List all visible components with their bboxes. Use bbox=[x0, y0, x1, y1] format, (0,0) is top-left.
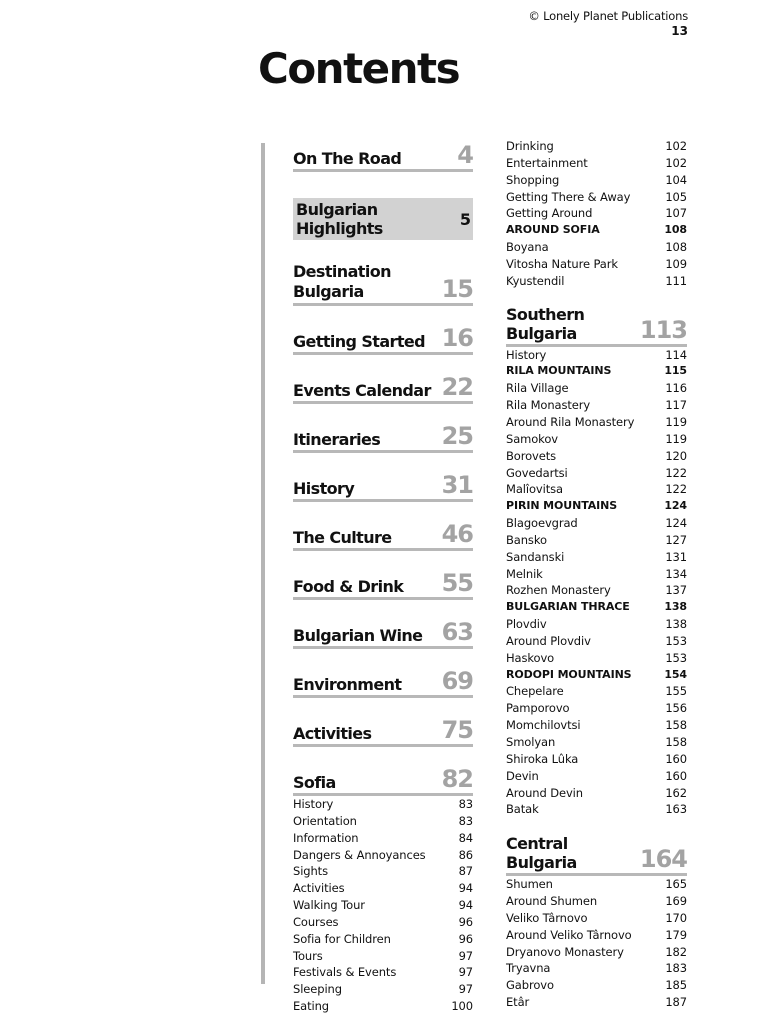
entry-label: Blagoevgrad bbox=[506, 516, 578, 531]
entry-page: 127 bbox=[665, 532, 687, 547]
entry-label: Shopping bbox=[506, 172, 560, 187]
toc-entry[interactable] bbox=[506, 189, 687, 206]
entry-page: 97 bbox=[458, 982, 473, 997]
toc-entry[interactable] bbox=[293, 981, 473, 998]
entry-label: Momchilovtsi bbox=[506, 718, 581, 733]
toc-entry[interactable] bbox=[293, 830, 473, 847]
entry-page: 109 bbox=[665, 256, 687, 271]
entry-page: 183 bbox=[665, 961, 687, 976]
entry-label: Veliko Târnovo bbox=[506, 910, 588, 925]
entry-page: 163 bbox=[665, 802, 687, 817]
toc-section-heading[interactable] bbox=[506, 363, 687, 380]
chapter-page: 113 bbox=[639, 315, 687, 344]
entry-page: 122 bbox=[665, 465, 687, 480]
entry-label: Vitosha Nature Park bbox=[506, 256, 618, 271]
chapter-title: Itineraries bbox=[293, 430, 381, 449]
entry-label: Eating bbox=[293, 999, 330, 1014]
chapter-title: Events Calendar bbox=[293, 381, 431, 400]
chapter-title: Destination Bulgaria bbox=[293, 262, 391, 301]
entry-label: Sandanski bbox=[506, 549, 565, 564]
toc-section-heading[interactable] bbox=[506, 498, 687, 515]
page-title: Contents bbox=[258, 44, 460, 93]
chapter-page: 63 bbox=[441, 618, 473, 646]
chapter-itineraries[interactable] bbox=[293, 423, 473, 453]
entry-page: 120 bbox=[665, 448, 687, 463]
entry-page: 108 bbox=[665, 240, 687, 255]
entry-label: Activities bbox=[293, 881, 345, 896]
toc-entry[interactable] bbox=[293, 796, 473, 813]
entry-page: 124 bbox=[664, 499, 687, 513]
entry-page: 158 bbox=[665, 735, 687, 749]
entry-label: History bbox=[506, 347, 547, 362]
entry-page: 160 bbox=[665, 751, 687, 766]
entry-page: 187 bbox=[665, 995, 687, 1010]
chapter-events-calendar[interactable] bbox=[293, 374, 473, 404]
entry-page: 169 bbox=[665, 894, 687, 909]
toc-entry[interactable] bbox=[506, 397, 687, 414]
entry-page: 97 bbox=[458, 948, 473, 963]
toc-entry[interactable] bbox=[293, 863, 473, 880]
toc-entry[interactable] bbox=[506, 465, 687, 482]
entry-label: Courses bbox=[293, 914, 339, 929]
chapter-getting-started[interactable] bbox=[293, 325, 473, 355]
entry-page: 182 bbox=[665, 944, 687, 959]
entry-label: Samokov bbox=[506, 431, 558, 446]
toc-entry[interactable] bbox=[506, 751, 687, 768]
entry-page: 154 bbox=[664, 667, 687, 681]
toc-entry[interactable] bbox=[506, 431, 687, 448]
entry-page: 138 bbox=[664, 600, 687, 614]
entry-label: Sleeping bbox=[293, 982, 342, 997]
toc-entry[interactable] bbox=[506, 582, 687, 599]
toc-entry[interactable] bbox=[506, 347, 687, 364]
toc-entry[interactable] bbox=[293, 813, 473, 830]
toc-entry[interactable] bbox=[506, 273, 687, 290]
toc-section-heading[interactable] bbox=[506, 222, 687, 239]
chapter-activities[interactable] bbox=[293, 717, 473, 747]
sofia-continued-list bbox=[506, 138, 687, 290]
chapter-destination-bulgaria[interactable] bbox=[293, 262, 473, 306]
entry-label: Batak bbox=[506, 802, 539, 817]
entry-label: Devin bbox=[506, 768, 539, 783]
toc-entry[interactable] bbox=[506, 927, 687, 944]
chapter-the-culture[interactable] bbox=[293, 521, 473, 551]
entry-page: 153 bbox=[665, 650, 687, 665]
entry-page: 179 bbox=[665, 927, 687, 942]
entry-label: Etâr bbox=[506, 995, 530, 1010]
entry-label: Orientation bbox=[293, 813, 357, 828]
entry-label: RODOPI MOUNTAINS bbox=[506, 667, 632, 681]
toc-entry[interactable] bbox=[506, 256, 687, 273]
chapter-title: Food & Drink bbox=[293, 577, 404, 596]
entry-label: Sofia for Children bbox=[293, 931, 391, 946]
entry-page: 134 bbox=[665, 566, 687, 581]
entry-label: Around Plovdiv bbox=[506, 633, 591, 648]
toc-entry[interactable] bbox=[506, 448, 687, 465]
entry-label: Around Shumen bbox=[506, 894, 598, 909]
entry-page: 170 bbox=[665, 910, 687, 925]
entry-page: 102 bbox=[665, 139, 687, 153]
toc-entry[interactable] bbox=[506, 616, 687, 633]
entry-label: AROUND SOFIA bbox=[506, 223, 600, 237]
chapter-on-the-road[interactable] bbox=[293, 142, 473, 172]
chapter-southern-bulgaria[interactable] bbox=[506, 305, 687, 347]
chapter-title: History bbox=[293, 479, 355, 498]
entry-page: 105 bbox=[665, 189, 687, 204]
entry-label: Boyana bbox=[506, 240, 549, 255]
entry-page: 86 bbox=[458, 847, 473, 862]
toc-entry[interactable] bbox=[506, 155, 687, 172]
entry-page: 119 bbox=[665, 431, 687, 446]
toc-section-heading[interactable] bbox=[506, 667, 687, 684]
entry-label: Gabrovo bbox=[506, 978, 554, 993]
toc-entry[interactable] bbox=[506, 172, 687, 189]
contents-column-right bbox=[506, 138, 687, 1011]
chapter-page: 22 bbox=[441, 373, 473, 401]
chapter-page: 164 bbox=[639, 845, 687, 874]
vertical-rule bbox=[261, 143, 265, 984]
toc-entry[interactable] bbox=[506, 205, 687, 222]
toc-entry[interactable] bbox=[293, 847, 473, 864]
entry-label: Tours bbox=[293, 948, 323, 963]
toc-entry[interactable] bbox=[506, 239, 687, 256]
entry-page: 162 bbox=[665, 785, 687, 800]
entry-label: Melnik bbox=[506, 566, 543, 581]
entry-page: 160 bbox=[665, 768, 687, 783]
toc-section-heading[interactable] bbox=[506, 599, 687, 616]
toc-entry[interactable] bbox=[506, 700, 687, 717]
entry-label: Drinking bbox=[506, 139, 554, 153]
entry-page: 131 bbox=[665, 549, 687, 564]
entry-label: Walking Tour bbox=[293, 898, 365, 913]
chapter-page: 55 bbox=[441, 569, 473, 597]
toc-entry[interactable] bbox=[506, 977, 687, 994]
entry-page: 155 bbox=[665, 684, 687, 699]
entry-page: 124 bbox=[665, 516, 687, 531]
entry-label: Pamporovo bbox=[506, 701, 570, 716]
entry-page: 153 bbox=[665, 633, 687, 648]
toc-entry[interactable] bbox=[506, 683, 687, 700]
entry-page: 111 bbox=[665, 273, 687, 288]
chapter-title: The Culture bbox=[293, 528, 392, 547]
entry-page: 96 bbox=[458, 914, 473, 929]
chapter-title: On The Road bbox=[293, 149, 402, 168]
entry-label: Chepelare bbox=[506, 684, 564, 699]
entry-label: Getting There & Away bbox=[506, 189, 631, 204]
entry-page: 83 bbox=[458, 813, 473, 828]
chapter-title: Sofia bbox=[293, 773, 336, 792]
entry-label: Borovets bbox=[506, 448, 557, 463]
entry-page: 102 bbox=[665, 155, 687, 170]
entry-page: 96 bbox=[458, 931, 473, 946]
entry-label: RILA MOUNTAINS bbox=[506, 364, 612, 378]
chapter-bulgarian-wine[interactable] bbox=[293, 619, 473, 649]
chapter-page: 46 bbox=[441, 520, 473, 548]
entry-page: 117 bbox=[665, 398, 687, 413]
chapter-sofia[interactable] bbox=[293, 766, 473, 796]
entry-label: Plovdiv bbox=[506, 617, 547, 632]
toc-entry[interactable] bbox=[506, 566, 687, 583]
toc-entry[interactable] bbox=[506, 944, 687, 961]
toc-entry[interactable] bbox=[506, 549, 687, 566]
toc-entry[interactable] bbox=[506, 910, 687, 927]
entry-label: Govedartsi bbox=[506, 465, 568, 480]
chapter-title: Bulgarian Highlights bbox=[296, 200, 383, 238]
southern-entries-list bbox=[506, 347, 687, 819]
toc-entry[interactable] bbox=[506, 876, 687, 893]
entry-label: Rila Monastery bbox=[506, 398, 591, 413]
entry-label: Rozhen Monastery bbox=[506, 583, 611, 598]
chapter-title: Bulgarian Wine bbox=[293, 626, 423, 645]
entry-label: Information bbox=[293, 830, 359, 845]
entry-label: Getting Around bbox=[506, 206, 593, 221]
entry-label: Around Rila Monastery bbox=[506, 414, 635, 429]
entry-page: 83 bbox=[458, 797, 473, 811]
entry-page: 97 bbox=[458, 965, 473, 980]
entry-page: 114 bbox=[665, 347, 687, 362]
chapter-page: 5 bbox=[459, 209, 470, 229]
chapter-page: 4 bbox=[457, 141, 473, 169]
entry-label: BULGARIAN THRACE bbox=[506, 600, 630, 614]
entry-page: 108 bbox=[664, 223, 687, 237]
entry-label: Shumen bbox=[506, 877, 553, 892]
chapter-title: Southern Bulgaria bbox=[506, 304, 585, 343]
chapter-food-and-drink[interactable] bbox=[293, 570, 473, 600]
entry-page: 94 bbox=[458, 898, 473, 913]
entry-page: 165 bbox=[665, 877, 687, 892]
entry-label: Shiroka Lûka bbox=[506, 751, 579, 766]
toc-entry[interactable] bbox=[506, 785, 687, 802]
entry-page: 84 bbox=[458, 830, 473, 845]
entry-label: Entertainment bbox=[506, 155, 588, 170]
chapter-page: 75 bbox=[441, 716, 473, 744]
entry-label: History bbox=[293, 797, 334, 811]
toc-entry[interactable] bbox=[506, 768, 687, 785]
entry-page: 156 bbox=[665, 701, 687, 716]
entry-page: 94 bbox=[458, 881, 473, 896]
toc-entry[interactable] bbox=[506, 650, 687, 667]
contents-column-left bbox=[293, 138, 473, 1015]
toc-entry[interactable] bbox=[506, 994, 687, 1011]
entry-label: Dryanovo Monastery bbox=[506, 944, 624, 959]
entry-page: 122 bbox=[665, 482, 687, 497]
entry-page: 107 bbox=[665, 206, 687, 221]
entry-page: 87 bbox=[458, 864, 473, 879]
copyright-notice: © Lonely Planet Publications bbox=[528, 9, 688, 23]
entry-page: 185 bbox=[665, 978, 687, 993]
chapter-page: 31 bbox=[441, 471, 473, 499]
toc-entry[interactable] bbox=[506, 515, 687, 532]
entry-page: 119 bbox=[665, 414, 687, 429]
entry-label: Smolyan bbox=[506, 735, 556, 749]
toc-entry[interactable] bbox=[506, 532, 687, 549]
entry-label: Sights bbox=[293, 864, 328, 879]
chapter-page: 82 bbox=[441, 765, 473, 793]
toc-entry[interactable] bbox=[506, 633, 687, 650]
toc-entry[interactable] bbox=[293, 914, 473, 931]
entry-label: Bansko bbox=[506, 532, 547, 547]
entry-label: Rila Village bbox=[506, 381, 569, 396]
chapter-bulgarian-highlights[interactable] bbox=[293, 198, 473, 240]
chapter-title: Central Bulgaria bbox=[506, 834, 577, 873]
toc-entry[interactable] bbox=[506, 734, 687, 751]
entry-label: Tryavna bbox=[506, 961, 551, 976]
entry-page: 138 bbox=[665, 617, 687, 632]
entry-label: Dangers & Annoyances bbox=[293, 847, 426, 862]
chapter-title: Environment bbox=[293, 675, 402, 694]
chapter-page: 16 bbox=[441, 324, 473, 352]
entry-label: Malîovitsa bbox=[506, 482, 563, 497]
chapter-central-bulgaria[interactable] bbox=[506, 834, 687, 876]
toc-entry[interactable] bbox=[293, 897, 473, 914]
entry-label: PIRIN MOUNTAINS bbox=[506, 499, 618, 513]
toc-entry[interactable] bbox=[506, 414, 687, 431]
toc-entry[interactable] bbox=[506, 960, 687, 977]
entry-page: 137 bbox=[665, 583, 687, 598]
entry-label: Haskovo bbox=[506, 650, 555, 665]
entry-page: 104 bbox=[665, 172, 687, 187]
central-entries-list bbox=[506, 876, 687, 1011]
entry-page: 100 bbox=[451, 999, 473, 1014]
entry-label: Festivals & Events bbox=[293, 965, 397, 980]
toc-entry[interactable] bbox=[293, 931, 473, 948]
chapter-page: 15 bbox=[441, 275, 473, 303]
entry-label: Kyustendil bbox=[506, 273, 565, 288]
chapter-environment[interactable] bbox=[293, 668, 473, 698]
chapter-title: Getting Started bbox=[293, 332, 425, 351]
toc-entry[interactable] bbox=[293, 880, 473, 897]
chapter-page: 25 bbox=[441, 422, 473, 450]
toc-entry[interactable] bbox=[506, 717, 687, 734]
entry-page: 116 bbox=[665, 381, 687, 396]
entry-page: 158 bbox=[665, 718, 687, 733]
toc-entry[interactable] bbox=[293, 948, 473, 965]
toc-entry[interactable] bbox=[506, 801, 687, 818]
chapter-page: 69 bbox=[441, 667, 473, 695]
toc-entry[interactable] bbox=[506, 380, 687, 397]
chapter-history[interactable] bbox=[293, 472, 473, 502]
entry-page: 115 bbox=[664, 364, 687, 378]
entry-label: Around Veliko Târnovo bbox=[506, 927, 632, 942]
toc-entry[interactable] bbox=[506, 893, 687, 910]
page-number: 13 bbox=[671, 24, 688, 38]
toc-entry[interactable] bbox=[506, 481, 687, 498]
chapter-title: Activities bbox=[293, 724, 372, 743]
sofia-entries-list bbox=[293, 796, 473, 1015]
toc-entry[interactable] bbox=[293, 964, 473, 981]
entry-label: Around Devin bbox=[506, 785, 583, 800]
toc-entry[interactable] bbox=[293, 998, 473, 1015]
toc-entry[interactable] bbox=[506, 138, 687, 155]
